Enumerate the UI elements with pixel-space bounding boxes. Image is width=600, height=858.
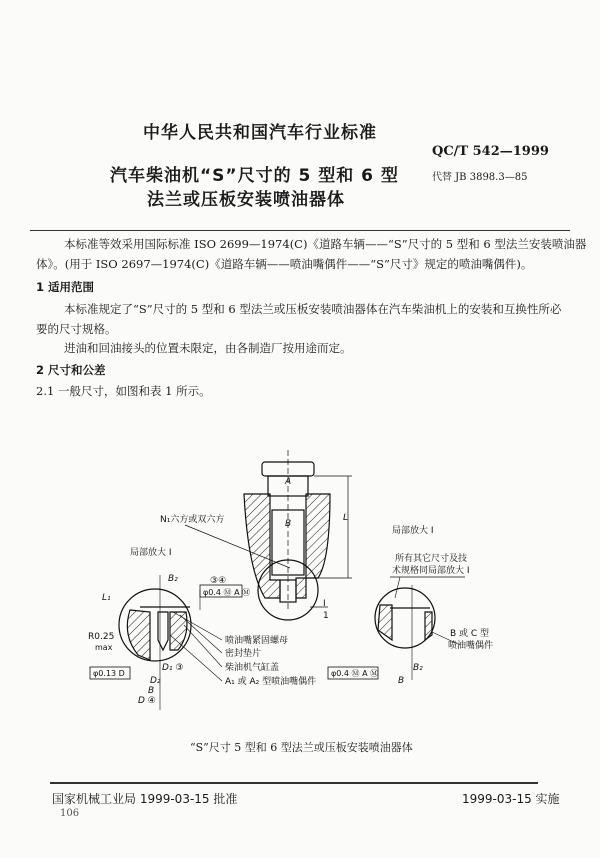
part-nozzle-assembly: A₁ 或 A₂ 型喷油嘴偶件: [225, 677, 317, 687]
dim-A: A: [285, 477, 292, 487]
effective-date: 1999-03-15 实施: [462, 792, 560, 806]
part-seal-washer: 密封垫片: [225, 649, 262, 659]
approval-date: 国家机械工业局 1999-03-15 批准: [52, 792, 238, 806]
note-line1: 所有其它尺寸及技: [395, 554, 468, 564]
dim-L: L: [343, 513, 349, 523]
tolerance-frame-3: φ0.4 Ⓜ A Ⓜ: [331, 669, 379, 678]
part-cylinder-head: 柴油机气缸盖: [225, 663, 280, 673]
dim-B-right: B: [398, 676, 405, 686]
tolerance-frame-1: φ0.4 Ⓜ A Ⓜ: [203, 588, 251, 597]
dim-B: B: [285, 519, 292, 529]
dim-D1: D₁ ③: [162, 663, 184, 673]
intro-line1: 本标准等效采用国际标准 ISO 2699—1974(C)《道路车辆——“S”尺寸的 5 型和 6 型法兰安装喷油器: [64, 237, 587, 251]
document-title-line1: 汽车柴油机“S”尺寸的 5 型和 6 型: [110, 166, 399, 186]
section-1-heading: 1 适用范围: [36, 280, 95, 294]
replaces-standard: 代替 JB 3898.3—85: [432, 172, 528, 183]
standard-code: QC/T 542—1999: [432, 144, 549, 159]
section-1-para1-line2: 要的尺寸规格。: [36, 322, 117, 336]
note-line2: 术规格同局部放大 I: [392, 566, 470, 576]
dim-D: D ④: [138, 696, 156, 706]
radius-label: R0.25: [88, 632, 115, 642]
figure-caption: “S”尺寸 5 型和 6 型法兰或压板安装喷油器体: [190, 741, 413, 754]
dim-B-left: B: [148, 686, 155, 696]
marks-3-4: ③④: [210, 576, 227, 586]
part-nozzle-nut: 喷油嘴紧固螺母: [225, 636, 289, 646]
bc-type-line2: 喷油嘴偶件: [448, 641, 494, 651]
standard-category: 中华人民共和国汽车行业标准: [143, 123, 377, 143]
section-2-heading: 2 尺寸和公差: [36, 363, 106, 377]
radius-max: max: [95, 643, 113, 652]
section-2-1: 2.1 一般尺寸，如图和表 1 所示。: [36, 384, 211, 398]
dim-B2-right: B₂: [413, 663, 423, 673]
tolerance-frame-2: φ0.13 D: [93, 669, 125, 678]
dim-L1: L₁: [102, 593, 111, 603]
bc-type-line1: B 或 C 型: [450, 629, 490, 639]
dim-D2: D₂: [150, 676, 161, 686]
section-1-para2: 进油和回油接头的位置未限定，由各制造厂按用途而定。: [64, 341, 352, 355]
section-mark-I: I: [323, 599, 326, 609]
intro-line2: 体》。(用于 ISO 2697—1974(C)《道路车辆——喷油嘴偶件——“S”尺寸》规定的喷油嘴偶件)。: [36, 257, 533, 271]
page-number: 106: [60, 808, 80, 819]
hex-label: N₁六方或双六方: [160, 515, 225, 525]
document-title-line2: 法兰或压板安装喷油器体: [147, 190, 345, 210]
section-1-para1-line1: 本标准规定了“S”尺寸的 5 型和 6 型法兰或压板安装喷油器体在汽车柴油机上的安装和互换性所必: [64, 302, 562, 316]
footer-divider: [50, 782, 538, 784]
section-mark-1: 1: [323, 611, 329, 621]
detail-left-title: 局部放大 I: [130, 548, 172, 558]
dim-B2: B₂: [168, 574, 178, 584]
detail-right-title: 局部放大 I: [392, 526, 434, 536]
